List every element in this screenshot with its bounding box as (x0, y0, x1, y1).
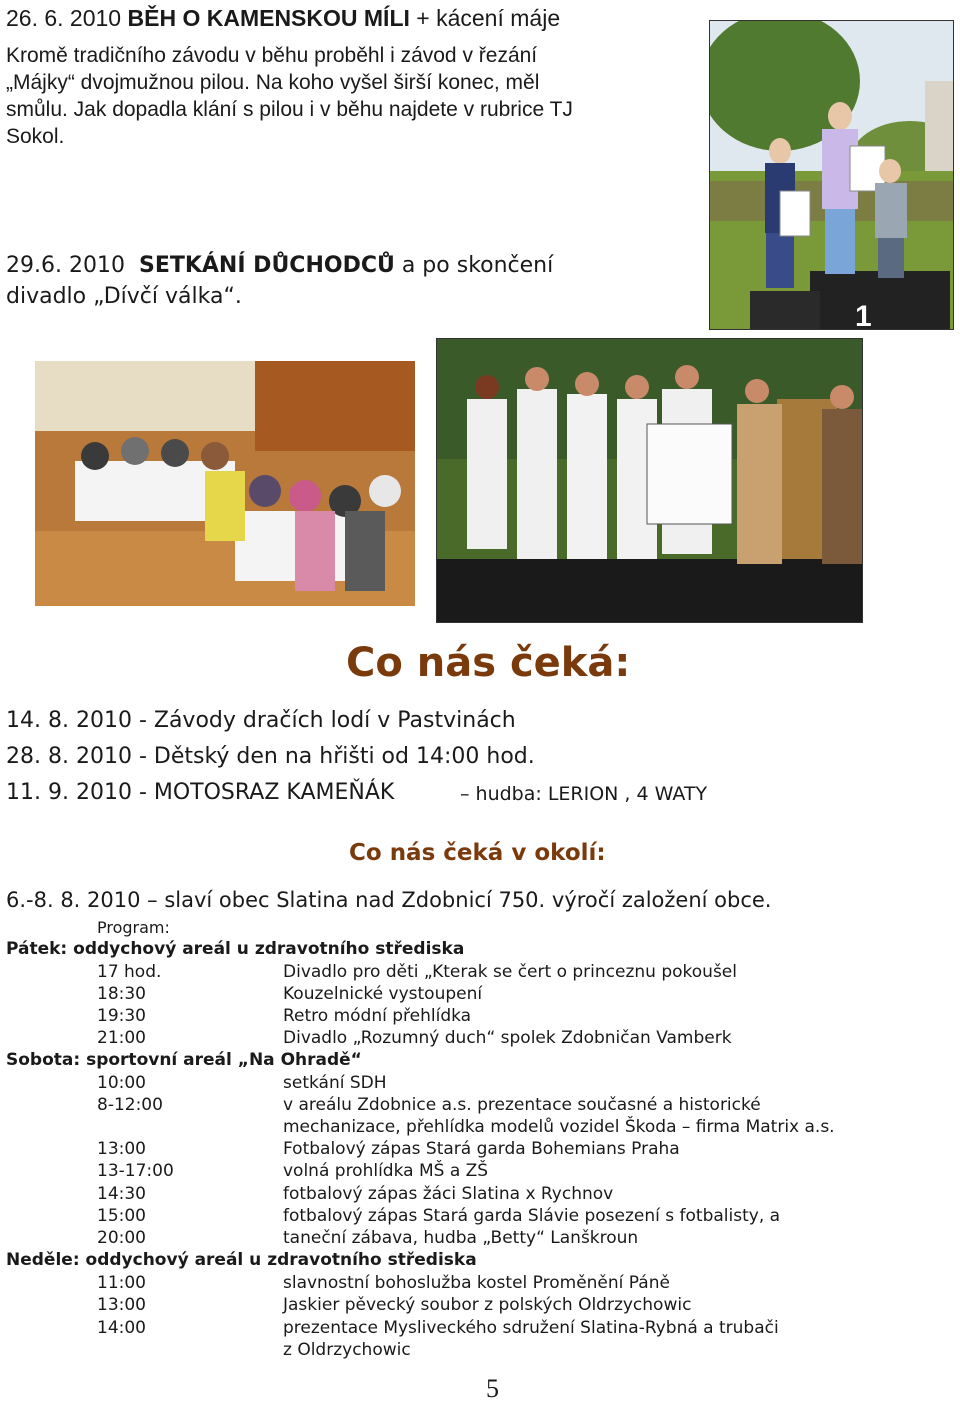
page-number: 5 (486, 1374, 499, 1403)
photo-seniors-meeting-image (35, 361, 415, 606)
program-desc: Jaskier pěvecký soubor z polských Oldrzychowic (283, 1295, 692, 1315)
program-desc: fotbalový zápas Stará garda Slávie posezení s fotbalisty, a (283, 1206, 781, 1226)
upcoming-item: 28. 8. 2010 - Dětský den na hřišti od 14:00 hod. (6, 744, 535, 769)
photo-children-podium-image (710, 21, 953, 329)
program-desc: Divadlo „Rozumný duch“ spolek Zdobničan Vamberk (283, 1028, 732, 1048)
program-desc: Fotbalový zápas Stará garda Bohemians Praha (283, 1139, 680, 1159)
program-time: 13-17:00 (97, 1161, 174, 1181)
event1-desc-line: smůlu. Jak dopadla klání s pilou i v běhu najdete v rubrice TJ (6, 98, 573, 121)
event2-title: SETKÁNÍ DŮCHODCŮ (138, 253, 395, 278)
upcoming-title: Co nás čeká: (346, 640, 631, 686)
program-time: 21:00 (97, 1028, 146, 1048)
program-time: 19:30 (97, 1006, 146, 1026)
program-desc: slavnostní bohoslužba kostel Proměnění Páně (283, 1273, 670, 1293)
podium-number: 1 (855, 300, 872, 329)
event1-title: BĚH O KAMENSKOU MÍLI (127, 5, 410, 31)
nearby-title: Co nás čeká v okolí: (349, 840, 606, 866)
photo-children-podium (709, 20, 954, 330)
photo-theater-play-image (437, 339, 862, 622)
program-label: Program: (97, 918, 170, 937)
day-title-friday: Pátek: oddychový areál u zdravotního střediska (6, 939, 465, 959)
upcoming-item: 11. 9. 2010 - MOTOSRAZ KAMEŇÁK (6, 780, 395, 805)
event1-desc-line: Sokol. (6, 125, 65, 148)
program-desc: Divadlo pro děti „Kterak se čert o princeznu pokoušel (283, 962, 737, 982)
upcoming-music: – hudba: LERION , 4 WATY (460, 783, 708, 805)
day-title-saturday: Sobota: sportovní areál „Na Ohradě“ (6, 1050, 362, 1070)
event1-description (6, 42, 686, 150)
event2-line2: divadlo „Dívčí válka“. (6, 284, 242, 309)
event2-heading (6, 252, 553, 279)
program-time: 14:00 (97, 1318, 146, 1338)
event2-suffix: a po skončení (394, 253, 554, 278)
program-time: 14:30 (97, 1184, 146, 1204)
photo-theater-play (436, 338, 863, 623)
program-desc: z Oldrzychowic (283, 1340, 411, 1360)
program-time: 11:00 (97, 1273, 146, 1293)
event1-heading (6, 5, 560, 32)
program-time: 17 hod. (97, 962, 162, 982)
program-time: 10:00 (97, 1073, 146, 1093)
program-desc: setkání SDH (283, 1073, 387, 1093)
program-time: 20:00 (97, 1228, 146, 1248)
program-desc: prezentace Mysliveckého sdružení Slatina-Rybná a trubači (283, 1318, 779, 1338)
event2-date: 29.6. 2010 (6, 253, 125, 278)
program-time: 13:00 (97, 1139, 146, 1159)
program-desc: taneční zábava, hudba „Betty“ Lanškroun (283, 1228, 639, 1248)
event1-date: 26. 6. 2010 (6, 5, 122, 31)
program-desc: Kouzelnické vystoupení (283, 984, 483, 1004)
photo-seniors-meeting (35, 361, 415, 606)
program-desc: volná prohlídka MŠ a ZŠ (283, 1161, 489, 1181)
event1-desc-line: „Májky“ dvojmužnou pilou. Na koho vyšel širší konec, měl (6, 71, 540, 94)
program-time: 13:00 (97, 1295, 146, 1315)
program-desc: fotbalový zápas žáci Slatina x Rychnov (283, 1184, 614, 1204)
program-desc: v areálu Zdobnice a.s. prezentace současné a historické (283, 1095, 761, 1115)
day-title-sunday: Neděle: oddychový areál u zdravotního střediska (6, 1250, 477, 1270)
program-time: 8-12:00 (97, 1095, 163, 1115)
program-time: 18:30 (97, 984, 146, 1004)
nearby-headline: 6.-8. 8. 2010 – slaví obec Slatina nad Zdobnicí 750. výročí založení obce. (6, 888, 772, 912)
upcoming-item: 14. 8. 2010 - Závody dračích lodí v Pastvinách (6, 708, 516, 733)
program-desc: Retro módní přehlídka (283, 1006, 472, 1026)
program-desc: mechanizace, přehlídka modelů vozidel Škoda – firma Matrix a.s. (283, 1117, 835, 1137)
program-time: 15:00 (97, 1206, 146, 1226)
event1-suffix: + kácení máje (409, 5, 561, 31)
event1-desc-line: Kromě tradičního závodu v běhu proběhl i závod v řezání (6, 44, 538, 67)
